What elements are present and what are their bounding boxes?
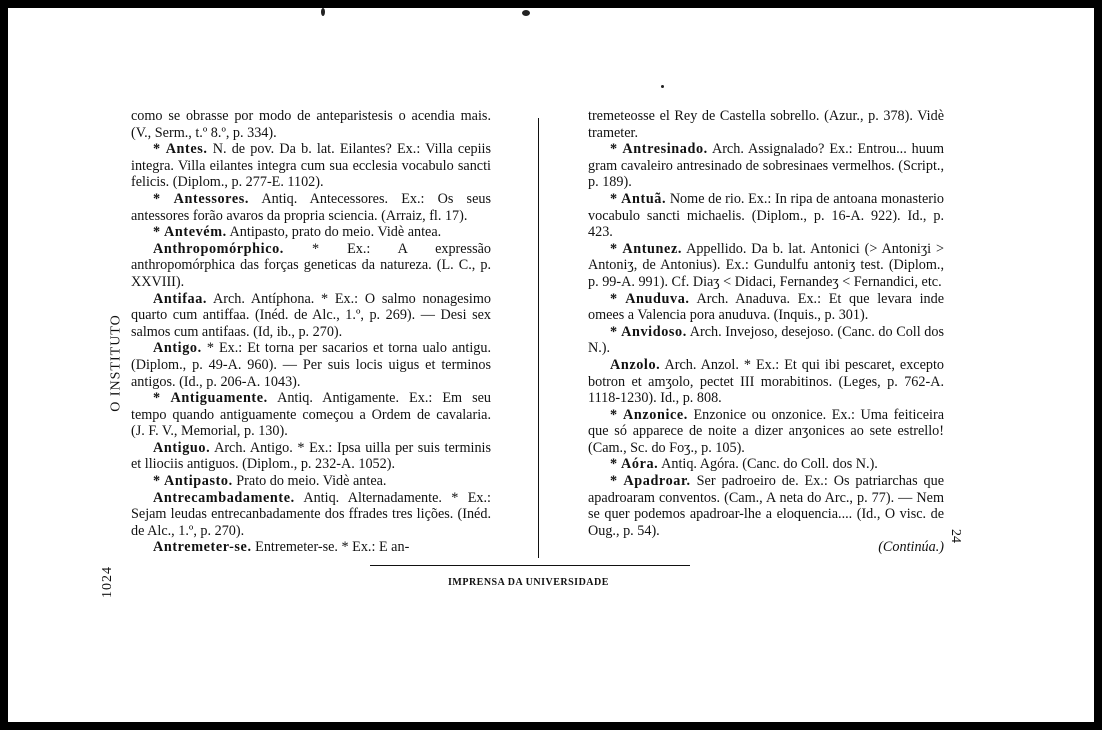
entry-headword: Antiguo. <box>153 439 211 456</box>
right-text-column <box>588 108 944 556</box>
print-speck <box>321 8 325 16</box>
entry-definition: Arch. Antigo. * Ex.: Ipsa uilla per suis terminis et lliociis antiguos. (Diplom., p. 232-A. 1052). <box>131 439 492 473</box>
dictionary-entry <box>588 108 944 141</box>
dictionary-entry <box>131 440 491 473</box>
entry-definition: * Ex.: Et torna per sacarios et torna ualo antigu. (Diplom., p. 49-A. 960). — Per suis locis uigus et terminos antigos. (Id., p. 206-A. 1043). <box>131 340 491 390</box>
entry-definition: Arch. Anzol. * Ex.: Et qui ibi pescaret, excepto botron et amʒolo, pectet III morabitinos. (Leges, p. 762-A. 1118-1230). Id., p. 808. <box>588 356 945 407</box>
dictionary-entry <box>131 241 491 291</box>
entry-definition: Arch. Invejoso, desejoso. (Canc. do Coll dos N.). <box>588 323 945 357</box>
dictionary-entry <box>131 473 491 490</box>
entry-headword: * Antevém. <box>153 224 227 241</box>
dictionary-entry <box>131 390 491 440</box>
entry-headword: Antrecambadamente. <box>153 489 295 506</box>
dictionary-entry <box>588 324 944 357</box>
page-number-right: 24 <box>948 529 963 543</box>
entry-definition: Ser padroeiro de. Ex.: Os patriarchas que apadroaram conventos. (Cam., A neta do Arc., p. 77). — Nem se quer podemos apadroar-lhe a eloquencia.... (Id., O visc. de Oug., p. 54). <box>588 473 944 539</box>
document-page <box>8 8 1094 722</box>
dictionary-entry <box>131 539 491 556</box>
entry-definition: Entremeter-se. * Ex.: E an- <box>255 539 410 556</box>
entry-headword: Antremeter-se. <box>153 539 252 556</box>
dictionary-entry <box>588 456 944 473</box>
dictionary-entry <box>588 473 944 539</box>
column-divider <box>538 118 539 558</box>
entry-headword: * Antiguamente. <box>153 390 268 407</box>
entry-headword: * Anvidoso. <box>610 323 687 340</box>
dictionary-entry <box>588 191 944 241</box>
entry-definition: Arch. Assignalado? Ex.: Entrou... huum gram cavaleiro antresinado de sobresinaes vermelhos. (Script., p. 189). <box>588 141 945 191</box>
entry-definition: Arch. Antíphona. * Ex.: O salmo nonagesimo quarto cum antiffaa. (Inéd. de Alc., 1.º, p. 269). — Desi sex salmos cum antifaas. (Id, ib., p. 270). <box>131 290 492 340</box>
entry-headword: Antigo. <box>153 340 202 357</box>
continued-note: (Continúa.) <box>878 539 944 556</box>
entry-headword: * Antresinado. <box>610 141 708 158</box>
dictionary-entry <box>588 407 944 457</box>
entry-definition: como se obrasse por modo de anteparistesis o acendia mais. (V., Serm., t.º 8.º, p. 334). <box>131 108 491 141</box>
dictionary-entry <box>131 340 491 390</box>
entry-definition: Antiq. Antigamente. Ex.: Em seu tempo quando antiguamente começou a Ordem de cavalaria. (J. F. V., Memorial, p. 130). <box>131 390 492 440</box>
entry-definition: Appellido. Da b. lat. Antonici (> Antoniʒi > Antoniʒ, de Antonius). Ex.: Gundulfu antoniʒ test. (Diplom., p. 99-A. 991). Cf. Diaʒ < Didaci, Fernandeʒ < Fernandici, etc. <box>588 240 944 290</box>
print-speck <box>661 85 664 88</box>
printer-imprint: IMPRENSA DA UNIVERSIDADE <box>448 577 609 588</box>
entry-definition: N. de pov. Da b. lat. Eilantes? Ex.: Villa cepiis integra. Villa eilantes integra cum sua ecclesia vocabulo sancti felicis. (Diplom., p. 277-E. 1102). <box>131 141 491 191</box>
entry-headword: * Aóra. <box>610 456 659 473</box>
entry-headword: * Anuduva. <box>610 290 690 307</box>
dictionary-entry <box>588 141 944 191</box>
dictionary-entry <box>588 241 944 291</box>
entry-headword: * Apadroar. <box>610 473 691 490</box>
dictionary-entry <box>131 191 491 224</box>
journal-title-vertical: O INSTITUTO <box>108 314 124 412</box>
entry-headword: * Antipasto. <box>153 473 233 490</box>
entry-definition: Enzonice ou onzonice. Ex.: Uma feiticeira que só apparece de noite a dizer anʒonices ao sete estrello! (Cam., Sc. do Foʒ., p. 105). <box>588 406 944 456</box>
entry-definition: * Ex.: A expressão anthropomórphica das forças geneticas da natureza. (L. C., p. XXVIII). <box>131 240 492 290</box>
dictionary-entry <box>588 357 944 407</box>
dictionary-entry <box>131 490 491 540</box>
dictionary-entry <box>131 224 491 241</box>
page-number-left: 1024 <box>100 566 115 598</box>
dictionary-entry <box>131 291 491 341</box>
entry-headword: * Antessores. <box>153 190 249 207</box>
left-text-column <box>131 108 491 556</box>
entry-definition: tremeteosse el Rey de Castella sobrello. (Azur., p. 378). Vidè trameter. <box>588 108 944 141</box>
entry-headword: Anthropomórphico. <box>153 240 284 257</box>
entry-definition: Antipasto, prato do meio. Vidè antea. <box>229 224 442 241</box>
entry-headword: * Antunez. <box>610 240 682 257</box>
dictionary-entry <box>131 141 491 191</box>
entry-headword: Anzolo. <box>610 356 661 373</box>
entry-headword: * Anzonice. <box>610 406 688 423</box>
entry-definition: Antiq. Agóra. (Canc. do Coll. dos N.). <box>661 456 878 473</box>
print-speck <box>522 10 530 16</box>
entry-headword: Antifaa. <box>153 290 208 307</box>
dictionary-entry <box>131 108 491 141</box>
entry-definition: Antiq. Alternadamente. * Ex.: Sejam leudas entrecanbadamente dos ffrades tres lições. (Inéd. de Alc., 1.º, p. 270). <box>131 489 492 539</box>
entry-headword: * Antes. <box>153 141 208 158</box>
footer-rule <box>370 565 690 566</box>
entry-definition: Arch. Anaduva. Ex.: Et que levara inde omees a Valencia pora anuduva. (Inquis., p. 301). <box>588 290 944 324</box>
dictionary-entry <box>588 291 944 324</box>
entry-definition: Antiq. Antecessores. Ex.: Os seus antessores forão avaros da propria sciencia. (Arraiz, fl. 17). <box>131 190 491 224</box>
entry-definition: Prato do meio. Vidè antea. <box>236 473 387 490</box>
entry-definition: Nome de rio. Ex.: In ripa de antoana monasterio vocabulo sancti michaelis. (Diplom., p. 16-A. 922). Id., p. 423. <box>588 190 945 241</box>
entry-headword: * Antuã. <box>610 190 667 207</box>
